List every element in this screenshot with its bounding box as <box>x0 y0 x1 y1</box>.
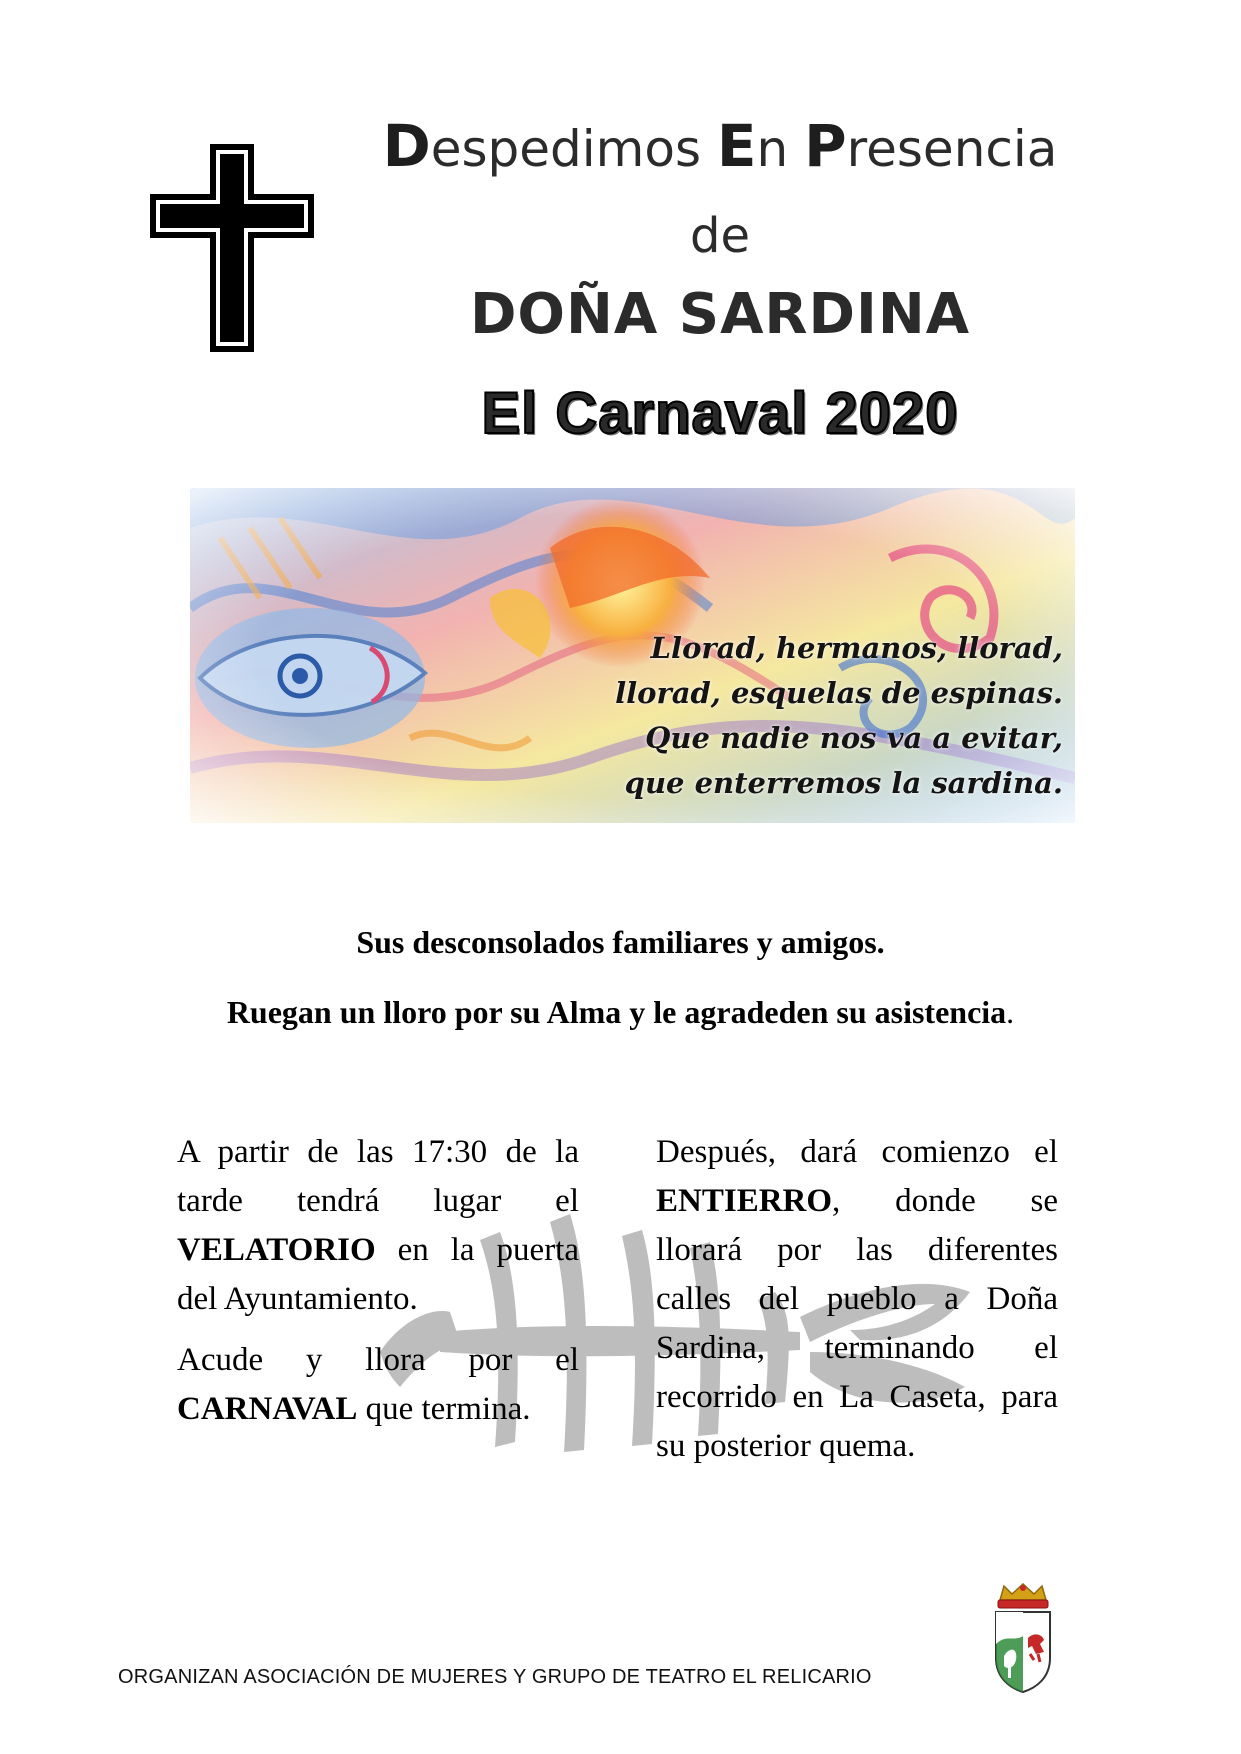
header-title-line2: de <box>690 208 750 264</box>
request-text: Ruegan un lloro por su Alma y le agradeden su asistencia <box>226 994 1007 1030</box>
entierro-paragraph <box>656 1128 1058 1471</box>
header-title-event: El Carnaval 2020 <box>481 381 959 446</box>
poem-line: llorad, esquelas de espinas. <box>615 676 1063 710</box>
title-initial: P <box>804 112 847 180</box>
poem-line: Que nadie nos va a evitar, <box>645 721 1063 755</box>
title-text: espedimos <box>430 120 717 178</box>
header-title-name: DOÑA SARDINA <box>469 282 971 347</box>
poem-line: que enterremos la sardina. <box>624 766 1063 800</box>
carnaval-paragraph <box>177 1336 579 1434</box>
velatorio-column <box>177 1128 579 1446</box>
cross-icon <box>148 142 316 354</box>
title-text: resencia <box>846 120 1058 178</box>
entierro-text: Después, dará comienzo el <box>656 1134 1058 1170</box>
title-text: n <box>756 120 805 178</box>
carnival-painting <box>190 488 1075 823</box>
carnaval-end: que termina. <box>357 1391 531 1427</box>
carnaval-text: Acude y llora por el <box>177 1342 579 1378</box>
velatorio-text: A partir de las 17:30 de la tarde tendrá lugar el <box>177 1134 579 1219</box>
header-title-line1 <box>320 112 1120 180</box>
organizers-footer: ORGANIZAN ASOCIACIÓN DE MUJERES Y GRUPO DE TEATRO EL RELICARIO <box>118 1666 872 1688</box>
velatorio-paragraph <box>177 1128 579 1324</box>
velatorio-keyword: VELATORIO <box>177 1232 376 1268</box>
request-line <box>0 994 1241 1031</box>
coat-of-arms-icon <box>990 1582 1056 1694</box>
title-initial: E <box>716 112 757 180</box>
mourners-line: Sus desconsolados familiares y amigos. <box>356 924 885 960</box>
entierro-keyword: ENTIERRO <box>656 1183 833 1219</box>
entierro-route: , donde se llorará por las diferentes calles del pueblo a Doña Sardina, terminando el recorrido en La Caseta, para su posterior quema. <box>656 1183 1058 1464</box>
title-initial: D <box>382 112 431 180</box>
request-period: . <box>1006 994 1015 1030</box>
poem-line: Llorad, hermanos, llorad, <box>650 631 1063 665</box>
velatorio-location: en la puerta del Ayuntamiento. <box>177 1232 579 1317</box>
carnaval-keyword: CARNAVAL <box>177 1391 358 1427</box>
poem <box>615 626 1063 806</box>
entierro-column <box>656 1128 1058 1483</box>
